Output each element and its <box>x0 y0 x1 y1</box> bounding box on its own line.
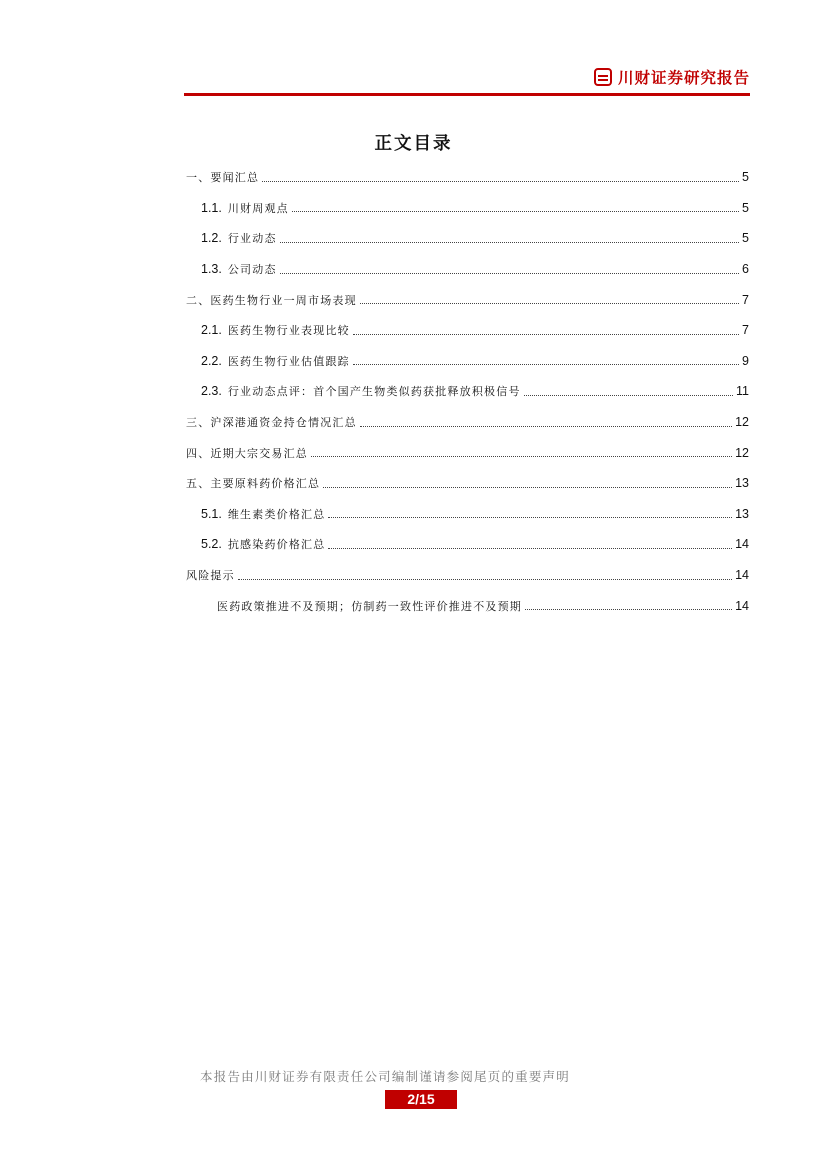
header-divider <box>184 93 750 96</box>
table-of-contents <box>186 162 749 621</box>
toc-entry-title: 医药政策推进不及预期；仿制药一致性评价推进不及预期 <box>217 599 522 613</box>
toc-dot-leader <box>238 579 732 580</box>
toc-dot-leader <box>292 211 739 212</box>
toc-entry[interactable] <box>186 223 749 254</box>
toc-entry-title: 医药生物行业表现比较 <box>227 324 350 338</box>
toc-entry-page: 14 <box>735 568 749 583</box>
toc-entry-title: 川财周观点 <box>227 201 289 215</box>
toc-entry[interactable] <box>186 346 749 377</box>
brand <box>594 66 750 88</box>
brand-name: 川财证券研究报告 <box>617 68 750 87</box>
toc-entry-page: 7 <box>742 292 749 307</box>
toc-entry[interactable] <box>186 254 749 285</box>
toc-entry[interactable] <box>186 162 749 193</box>
toc-entry-page: 5 <box>742 170 749 185</box>
toc-entry-number: 2.2. <box>201 353 222 368</box>
toc-entry[interactable] <box>186 376 749 407</box>
toc-entry-title: 维生素类价格汇总 <box>227 507 326 521</box>
toc-dot-leader <box>524 395 733 396</box>
toc-entry-page: 5 <box>742 231 749 246</box>
toc-entry[interactable] <box>186 590 749 621</box>
toc-entry-page: 9 <box>742 353 749 368</box>
toc-entry-number: 1.1. <box>201 200 222 215</box>
toc-entry[interactable] <box>186 437 749 468</box>
toc-entry-number: 2.3. <box>201 384 222 399</box>
toc-dot-leader <box>311 456 732 457</box>
toc-dot-leader <box>525 609 732 610</box>
toc-entry-title: 二、医药生物行业一周市场表现 <box>186 293 357 307</box>
toc-entry-page: 13 <box>735 476 749 491</box>
toc-title: 正文目录 <box>374 134 453 154</box>
toc-entry-page: 14 <box>735 537 749 552</box>
toc-entry-title: 五、主要原料药价格汇总 <box>186 477 321 491</box>
toc-entry-title: 三、沪深港通资金持仓情况汇总 <box>186 416 357 430</box>
footer-disclaimer: 本报告由川财证券有限责任公司编制谨请参阅尾页的重要声明 <box>200 1069 570 1084</box>
toc-entry-page: 12 <box>735 415 749 430</box>
toc-entry[interactable] <box>186 468 749 499</box>
toc-dot-leader <box>328 517 732 518</box>
toc-dot-leader <box>353 364 739 365</box>
toc-entry-title: 抗感染药价格汇总 <box>227 538 326 552</box>
chuancai-logo-icon <box>594 68 612 86</box>
toc-entry-title: 风险提示 <box>186 569 235 583</box>
toc-dot-leader <box>323 487 732 488</box>
toc-dot-leader <box>280 273 739 274</box>
page-number-badge: 2/15 <box>385 1090 457 1109</box>
page-header <box>184 62 750 96</box>
toc-dot-leader <box>360 426 732 427</box>
toc-dot-leader <box>353 334 739 335</box>
toc-entry-page: 13 <box>735 506 749 521</box>
toc-entry-title: 行业动态 <box>227 232 277 246</box>
toc-entry-page: 5 <box>742 200 749 215</box>
toc-dot-leader <box>280 242 739 243</box>
toc-entry-title: 一、要闻汇总 <box>186 171 260 185</box>
toc-entry-page: 11 <box>736 384 749 399</box>
toc-entry-title: 医药生物行业估值跟踪 <box>227 354 350 368</box>
toc-entry-number: 5.1. <box>201 506 222 521</box>
toc-entry[interactable] <box>186 499 749 530</box>
toc-dot-leader <box>262 181 739 182</box>
toc-entry-page: 6 <box>742 262 749 277</box>
toc-entry[interactable] <box>186 407 749 438</box>
toc-entry[interactable] <box>186 560 749 591</box>
toc-entry-page: 7 <box>742 323 749 338</box>
toc-entry-page: 14 <box>735 598 749 613</box>
toc-entry[interactable] <box>186 284 749 315</box>
toc-entry-number: 1.2. <box>201 231 222 246</box>
toc-entry-number: 1.3. <box>201 262 222 277</box>
toc-entry[interactable] <box>186 529 749 560</box>
toc-dot-leader <box>328 548 732 549</box>
toc-entry-number: 2.1. <box>201 323 222 338</box>
toc-entry-title: 四、近期大宗交易汇总 <box>186 446 308 460</box>
toc-entry[interactable] <box>186 193 749 224</box>
toc-dot-leader <box>360 303 739 304</box>
toc-entry-title: 公司动态 <box>227 263 277 277</box>
toc-entry[interactable] <box>186 315 749 346</box>
toc-entry-number: 5.2. <box>201 537 222 552</box>
toc-entry-page: 12 <box>735 445 749 460</box>
toc-entry-title: 行业动态点评：首个国产生物类似药获批释放积极信号 <box>227 385 521 399</box>
